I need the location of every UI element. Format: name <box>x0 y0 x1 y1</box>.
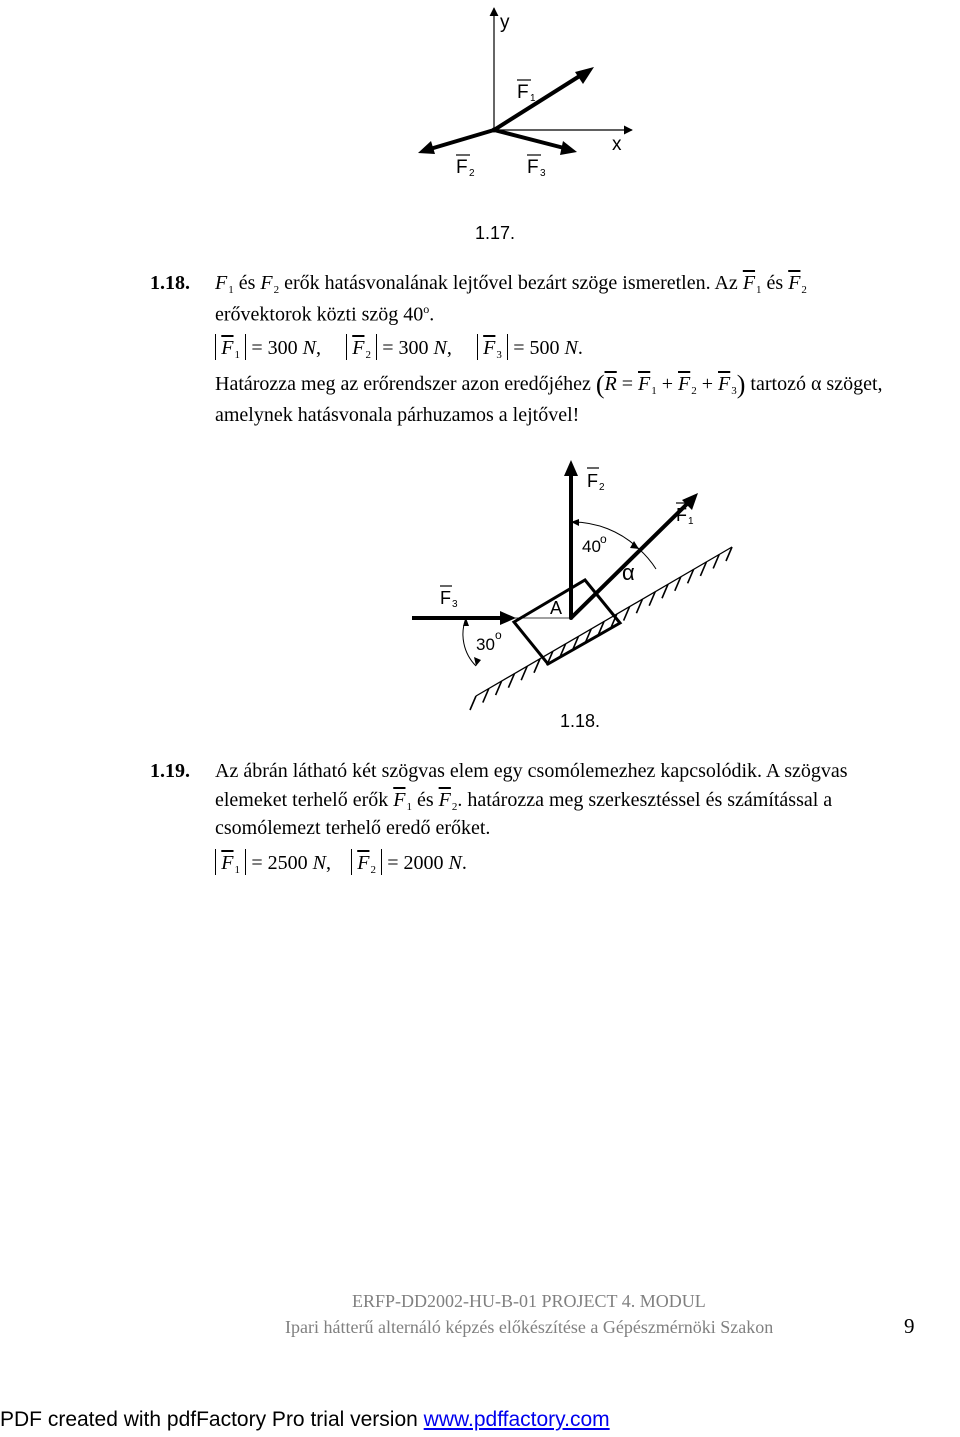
value: = 300 <box>251 337 298 359</box>
f-vector-symbol: $\overline{F}$ <box>352 337 365 359</box>
period: . <box>577 337 583 359</box>
problem-1-19-line-3: csomólemezt terhelő eredő erőket. <box>215 817 491 839</box>
f-sub: 1 <box>406 801 412 813</box>
text-sentence: Határozza meg az erőrendszer azon eredőjéhez <box>215 373 591 395</box>
figure-1-18 <box>0 450 960 750</box>
incline-hatching <box>470 547 732 710</box>
f-sub: 2 <box>370 864 376 876</box>
f-vector-symbol: $\overline{F}$ <box>742 272 756 294</box>
f-vector-symbol: $\overline{F}$ <box>788 272 801 294</box>
f-vector-symbol: $\overline{F}$ <box>393 789 406 811</box>
f-symbol: F <box>260 272 273 294</box>
f-vector-symbol: $\overline{F}$ <box>718 373 731 395</box>
plus: + <box>701 373 714 395</box>
text-es: és <box>238 272 256 294</box>
value: = 500 <box>513 337 560 359</box>
r-vector-symbol: $\overline{R}$ <box>604 373 617 395</box>
f-vector-symbol: $\overline{F}$ <box>221 337 234 359</box>
value: = 300 <box>382 337 429 359</box>
period: . <box>461 852 467 874</box>
unit: N <box>312 852 326 874</box>
f-sub: 2 <box>691 385 697 397</box>
text-es: és <box>416 789 434 811</box>
f3-label: F <box>440 588 451 608</box>
f1-label-sub: 1 <box>530 93 536 104</box>
value: = 2000 <box>387 852 444 874</box>
figure-1-18-caption: 1.18. <box>560 711 601 731</box>
comma: , <box>446 337 452 359</box>
angle-30-degree: o <box>495 628 502 642</box>
f-vector-symbol: $\overline{F}$ <box>438 789 451 811</box>
unit: N <box>433 337 447 359</box>
plus: + <box>661 373 674 395</box>
text-sentence: . határozza meg szerkesztéssel és számítással a <box>457 789 833 811</box>
f-sub: 2 <box>801 284 807 296</box>
degree-mark: o <box>423 302 430 316</box>
point-a-label: A <box>550 598 563 618</box>
problem-1-19-given-values <box>215 849 467 876</box>
f-vector-symbol: $\overline{F}$ <box>357 852 370 874</box>
f-sub: 2 <box>451 801 458 813</box>
f-sub: 1 <box>234 864 241 876</box>
f1-label: F <box>517 82 529 103</box>
f-sub: 1 <box>756 284 762 296</box>
f3-label-sub: 3 <box>452 599 458 610</box>
problem-1-19-line-2 <box>215 789 832 813</box>
text-es: és <box>766 272 784 294</box>
alpha-label: α <box>622 560 635 585</box>
f3-label: F <box>527 157 539 178</box>
f2-label: F <box>587 471 598 491</box>
f2-label: F <box>456 157 468 178</box>
unit: N <box>448 852 462 874</box>
footer-project-line: ERFP-DD2002-HU-B-01 PROJECT 4. MODUL <box>352 1291 706 1311</box>
problem-1-18-line-5: amelynek hatásvonala párhuzamos a lejtővel! <box>215 404 580 426</box>
page-number: 9 <box>904 1314 915 1338</box>
f2-label-sub: 2 <box>469 168 475 179</box>
value: = 2500 <box>251 852 308 874</box>
f3-vector <box>494 130 564 148</box>
f-vector-symbol: $\overline{F}$ <box>221 852 234 874</box>
problem-1-18-line-1 <box>215 272 807 296</box>
problem-1-18-given-values <box>215 334 583 361</box>
problem-1-18-number: 1.18. <box>150 272 190 294</box>
f-sub: 2 <box>273 284 280 296</box>
f-symbol: F <box>215 272 228 294</box>
figure-1-17-caption: 1.17. <box>475 223 516 243</box>
equals: = <box>621 373 634 395</box>
period: . <box>429 303 435 326</box>
f2-label-sub: 2 <box>599 482 605 493</box>
problem-1-18-line-4: Határozza meg az erőrendszer azon eredőjéhez $(\overline{R} = \overline{F}_1 + \overline{F}_2 + \overline{F}_3)$ tartozó α szöget, <box>215 370 883 399</box>
problem-1-18-line-2 <box>215 302 434 327</box>
unit: N <box>564 337 578 359</box>
text-sentence: tartozó α szöget, <box>750 373 883 395</box>
f-vector-symbol: $\overline{F}$ <box>678 373 691 395</box>
angle-40-degree: o <box>600 532 607 546</box>
text-sentence: erők hatásvonalának lejtővel bezárt szöge ismeretlen. Az <box>284 272 738 294</box>
hatch-mark <box>470 696 476 710</box>
f-vector-symbol: $\overline{F}$ <box>483 337 496 359</box>
f2-vector <box>430 130 494 149</box>
footer-course-line: Ipari hátterű alternáló képzés előkészítése a Gépészmérnöki Szakon <box>285 1317 774 1337</box>
f-sub: 1 <box>228 284 234 296</box>
f1-vector <box>494 72 586 130</box>
f1-label: F <box>676 505 687 525</box>
text-sentence: erővektorok közti szög 40 <box>215 303 424 326</box>
f1-label-sub: 1 <box>688 516 694 527</box>
problem-1-19-line-1: Az ábrán látható két szögvas elem egy csomólemezhez kapcsolódik. A szögvas <box>215 760 848 782</box>
f-sub: 1 <box>651 385 657 397</box>
comma: , <box>325 852 331 874</box>
f-sub: 2 <box>365 349 371 361</box>
angle-arc-alpha <box>639 549 656 569</box>
y-axis-label: y <box>500 12 510 33</box>
x-axis-label: x <box>612 134 622 155</box>
angle-30-label: 30 <box>476 635 495 654</box>
f-sub: 3 <box>731 385 737 397</box>
f-sub: 1 <box>234 349 241 361</box>
angle-40-label: 40 <box>582 537 601 556</box>
pdffactory-link[interactable]: www.pdffactory.com <box>423 1408 610 1431</box>
problem-1-19-number: 1.19. <box>150 760 190 782</box>
comma: , <box>315 337 321 359</box>
pdffactory-watermark <box>0 1408 610 1432</box>
text-sentence: elemeket terhelő erők <box>215 789 389 811</box>
f-vector-symbol: $\overline{F}$ <box>638 373 651 395</box>
unit: N <box>302 337 316 359</box>
watermark-text: PDF created with pdfFactory Pro trial version <box>0 1408 418 1431</box>
figure-1-17 <box>0 0 960 250</box>
f-sub: 3 <box>496 349 502 361</box>
f3-label-sub: 3 <box>540 168 546 179</box>
